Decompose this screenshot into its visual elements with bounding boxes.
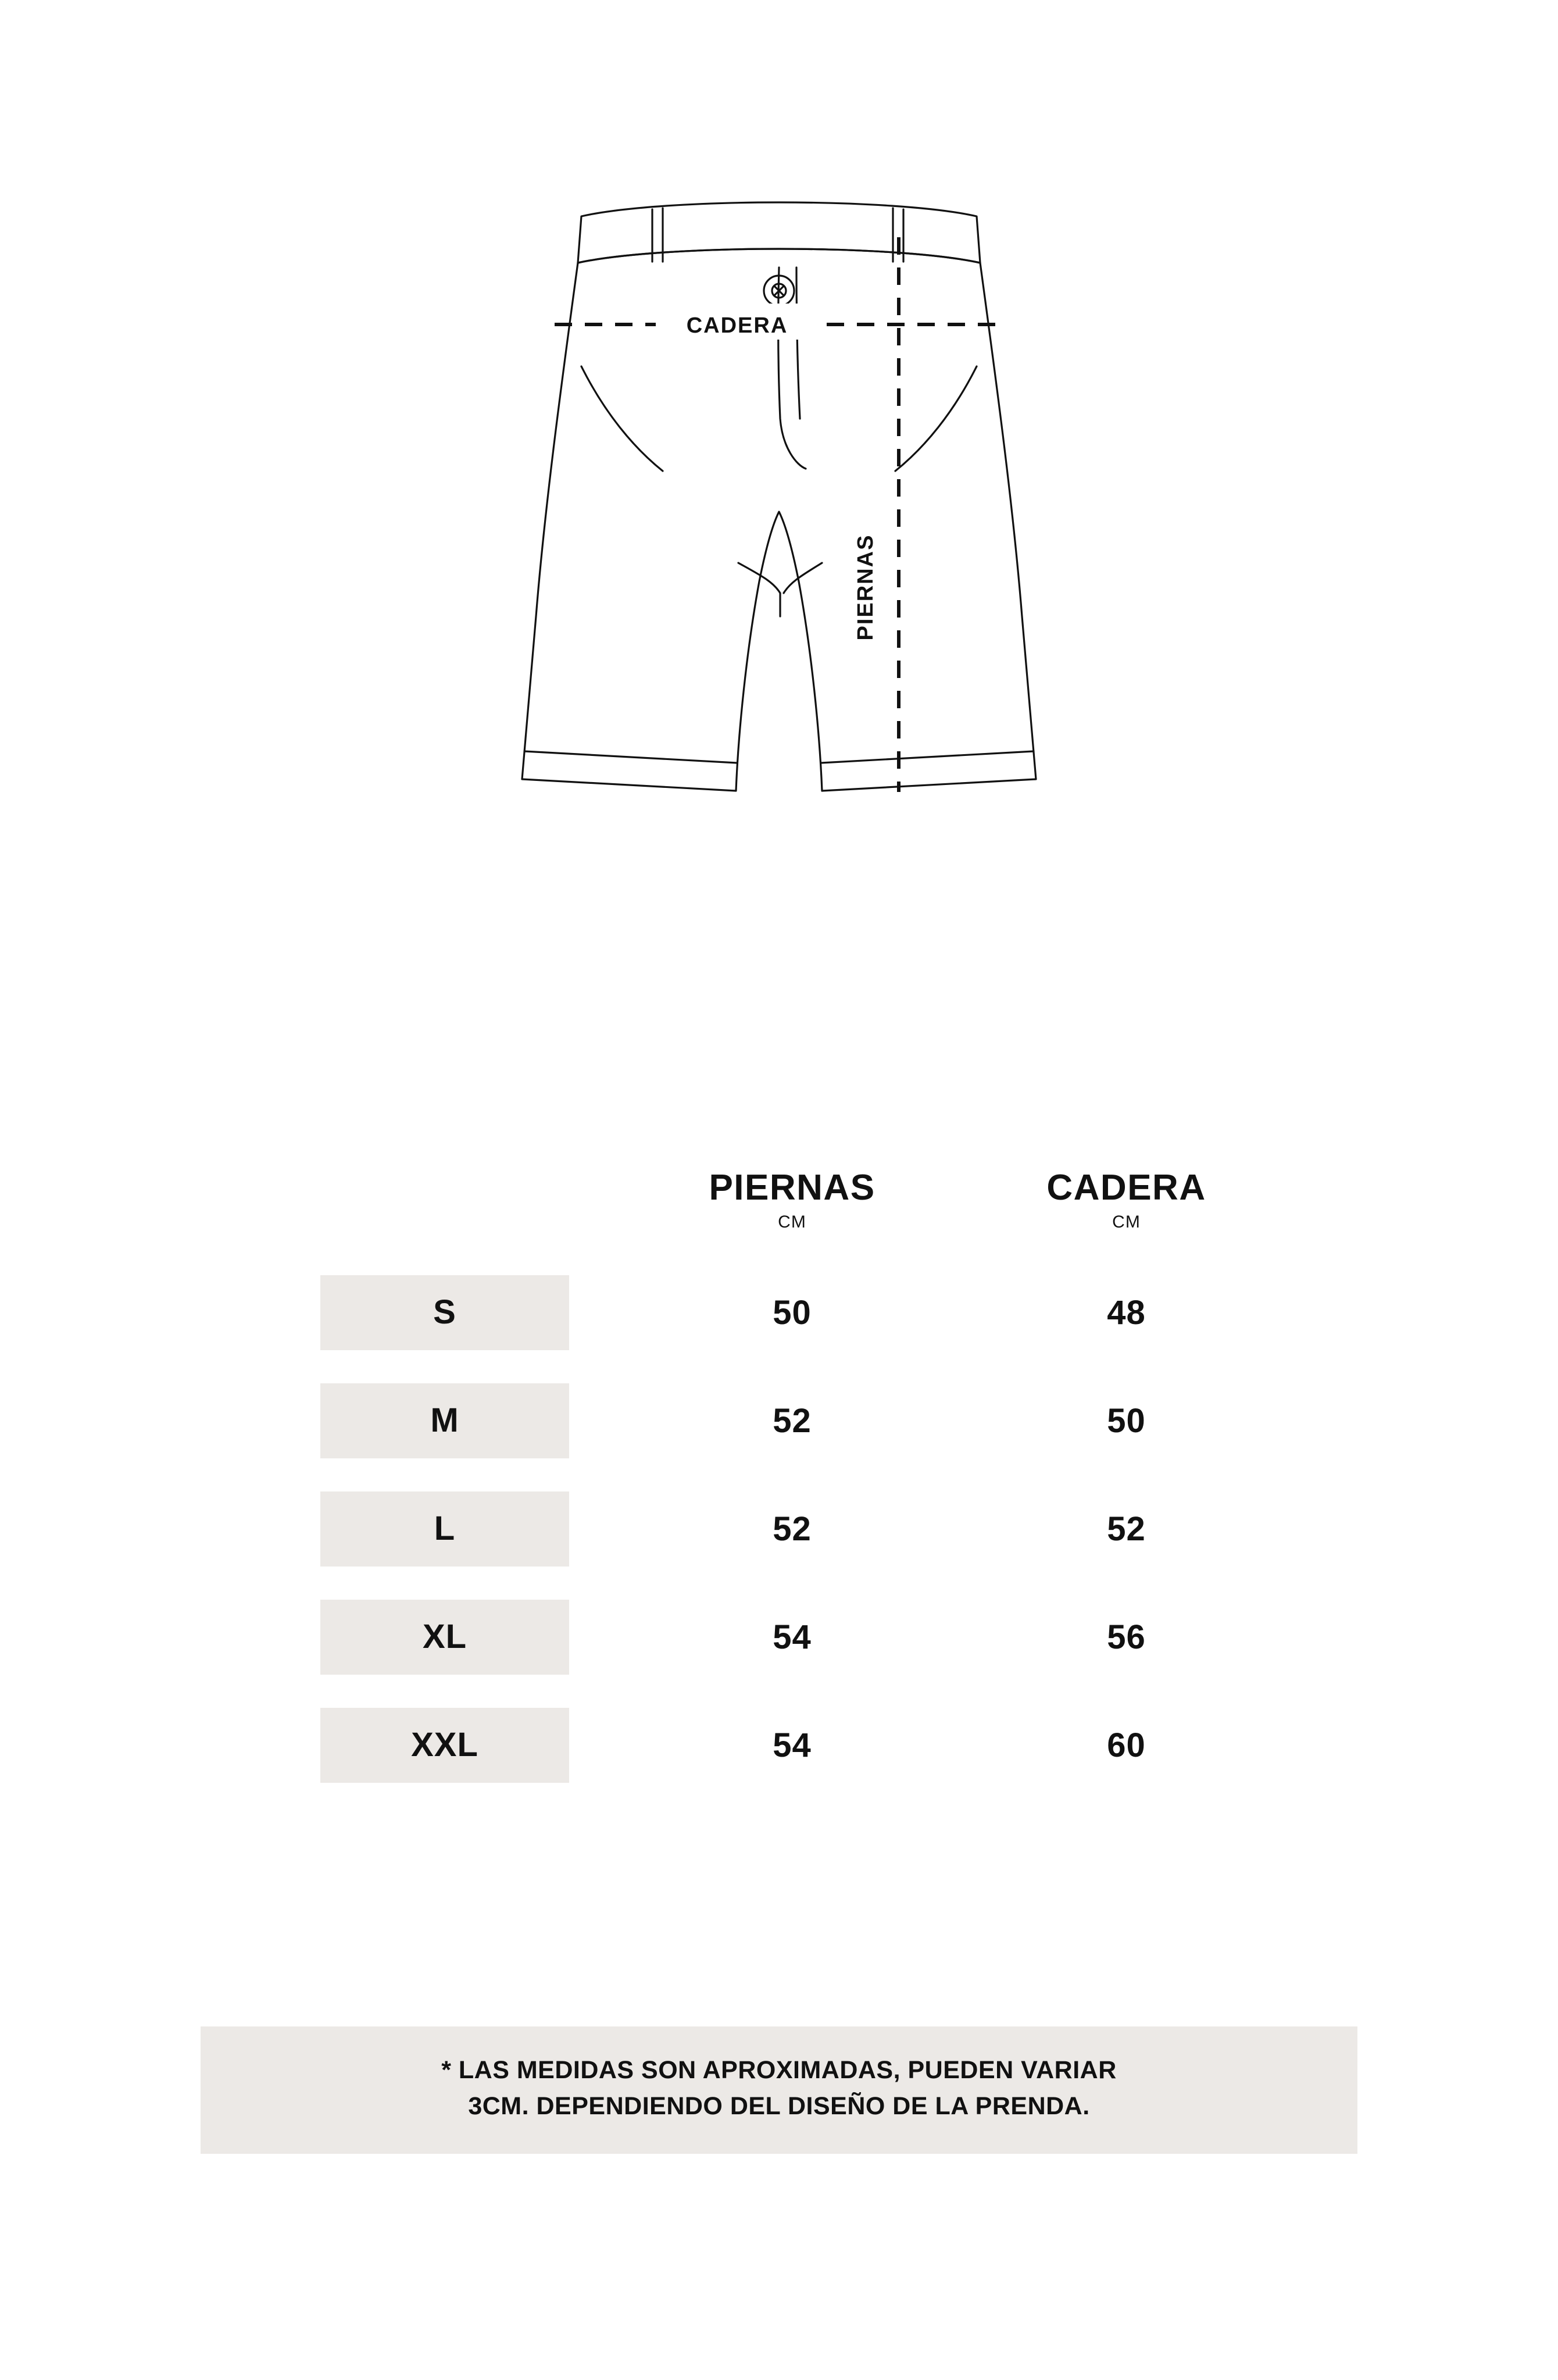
size-chip: XXL (320, 1708, 569, 1783)
piernas-value: 52 (773, 1401, 812, 1440)
size-chip: XL (320, 1600, 569, 1675)
size-table-wrap (0, 1169, 1558, 1789)
cadera-value: 60 (1107, 1726, 1146, 1764)
size-table (265, 1169, 1293, 1789)
table-row (265, 1593, 1293, 1681)
hip-label: CADERA (686, 313, 788, 338)
shorts-technical-drawing-svg (390, 174, 1168, 989)
size-cell (265, 1376, 625, 1465)
leg-label: PIERNAS (853, 534, 878, 641)
row-gap (265, 1681, 1293, 1701)
header-spacer (265, 1234, 1293, 1268)
table-row (265, 1485, 1293, 1573)
table-header-row (265, 1169, 1293, 1234)
header-cadera-unit: CM (1112, 1212, 1141, 1232)
shorts-diagram (0, 174, 1558, 1128)
table-row (265, 1701, 1293, 1789)
header-piernas-title: PIERNAS (709, 1168, 876, 1208)
header-piernas (625, 1169, 959, 1234)
header-cadera-title: CADERA (1046, 1168, 1206, 1208)
row-gap (265, 1573, 1293, 1593)
table-row (265, 1268, 1293, 1357)
cadera-value: 52 (1107, 1510, 1146, 1548)
disclaimer-line-2: 3CM. DEPENDIENDO DEL DISEÑO DE LA PRENDA. (468, 2092, 1090, 2121)
piernas-value: 50 (773, 1293, 812, 1332)
size-cell (265, 1593, 625, 1681)
size-cell (265, 1268, 625, 1357)
cadera-value: 56 (1107, 1618, 1146, 1656)
size-cell (265, 1701, 625, 1789)
row-gap (265, 1357, 1293, 1376)
piernas-value: 52 (773, 1510, 812, 1548)
row-gap (265, 1465, 1293, 1485)
size-chip: M (320, 1383, 569, 1458)
size-cell (265, 1485, 625, 1573)
disclaimer-line-1: * LAS MEDIDAS SON APROXIMADAS, PUEDEN VARIAR (441, 2056, 1117, 2084)
size-chip: L (320, 1491, 569, 1567)
cadera-value: 48 (1107, 1293, 1146, 1332)
table-row (265, 1376, 1293, 1465)
piernas-value: 54 (773, 1726, 812, 1764)
measurement-disclaimer (201, 2026, 1357, 2154)
size-chip: S (320, 1275, 569, 1350)
piernas-value: 54 (773, 1618, 812, 1656)
cadera-value: 50 (1107, 1401, 1146, 1440)
header-cadera (959, 1169, 1293, 1234)
header-size-blank (265, 1169, 625, 1234)
header-piernas-unit: CM (778, 1212, 806, 1232)
